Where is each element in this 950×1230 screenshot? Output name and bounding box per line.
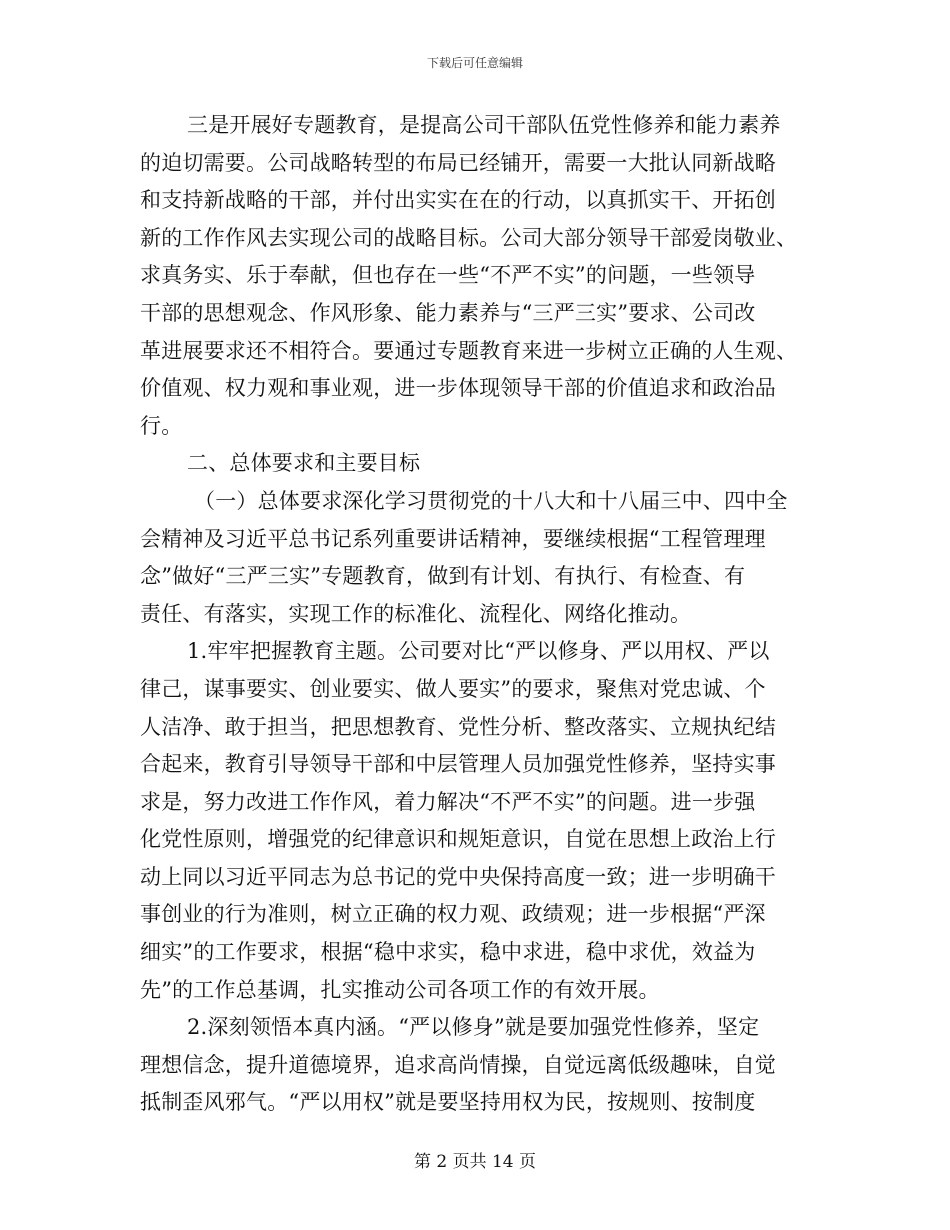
paragraph-line: 干部的思想观念、作风形象、能力素养与“三严三实”要求、公司改 xyxy=(140,300,756,325)
paragraph-line: 求是，努力改进工作作风，着力解决“不严不实”的问题。进一步强 xyxy=(140,789,756,814)
paragraph-line: 会精神及习近平总书记系列重要讲话精神，要继续根据“工程管理理 xyxy=(140,526,766,551)
paragraph-line: 1.牢牢把握教育主题。公司要对比“严以修身、严以用权、严以 xyxy=(187,639,770,664)
paragraph-line: 事创业的行为准则，树立正确的权力观、政绩观；进一步根据“严深 xyxy=(140,902,766,927)
section-heading: 二、总体要求和主要目标 xyxy=(187,451,421,476)
page-number: 第 2 页共 14 页 xyxy=(413,1152,537,1172)
paragraph-line: 的迫切需要。公司战略转型的布局已经铺开，需要一大批认同新战略 xyxy=(140,150,776,175)
paragraph-line: 2.深刻领悟本真内涵。“严以修身”就是要加强党性修养，坚定 xyxy=(187,1015,760,1040)
paragraph-line: 合起来，教育引导领导干部和中层管理人员加强党性修养，坚持实事 xyxy=(140,752,776,777)
paragraph-line: 动上同以习近平同志为总书记的党中央保持高度一致；进一步明确干 xyxy=(140,864,776,889)
paragraph-line: 人洁净、敢于担当，把思想教育、党性分析、整改落实、立规执纪结 xyxy=(140,714,776,739)
document-body xyxy=(140,107,812,1122)
paragraph-line: 律己，谋事要实、创业要实、做人要实”的要求，聚焦对党忠诚、个 xyxy=(140,676,766,701)
paragraph-line: 求真务实、乐于奉献，但也存在一些“不严不实”的问题，一些领导 xyxy=(140,263,756,288)
paragraph-line: 先”的工作总基调，扎实推动公司各项工作的有效开展。 xyxy=(140,977,660,1002)
paragraph-line: 化党性原则，增强党的纪律意识和规矩意识，自觉在思想上政治上行 xyxy=(140,827,776,852)
paragraph-line: 和支持新战略的干部，并付出实实在在的行动，以真抓实干、开拓创 xyxy=(140,188,776,213)
paragraph-line: （一）总体要求深化学习贯彻党的十八大和十八届三中、四中全 xyxy=(194,488,788,513)
paragraph-line: 责任、有落实，实现工作的标准化、流程化、网络化推动。 xyxy=(140,601,692,626)
paragraph-line: 价值观、权力观和事业观，进一步体现领导干部的价值追求和政治品 xyxy=(140,376,776,401)
page-header: 下载后可任意编辑 xyxy=(426,56,523,70)
paragraph-line: 念”做好“三严三实”专题教育，做到有计划、有执行、有检查、有 xyxy=(140,564,746,589)
paragraph-line: 新的工作作风去实现公司的战略目标。公司大部分领导干部爱岗敬业、 xyxy=(140,225,798,250)
paragraph-line: 行。 xyxy=(140,413,183,438)
paragraph-line: 三是开展好专题教育，是提高公司干部队伍党性修养和能力素养 xyxy=(187,113,781,137)
paragraph-line: 抵制歪风邪气。“严以用权”就是要坚持用权为民，按规则、按制度 xyxy=(140,1090,756,1115)
paragraph-line: 细实”的工作要求，根据“稳中求实，稳中求进，稳中求优，效益为 xyxy=(140,940,756,965)
paragraph-line: 理想信念，提升道德境界，追求高尚情操，自觉远离低级趣味，自觉 xyxy=(140,1052,776,1077)
paragraph-line: 革进展要求还不相符合。要通过专题教育来进一步树立正确的人生观、 xyxy=(140,338,798,363)
